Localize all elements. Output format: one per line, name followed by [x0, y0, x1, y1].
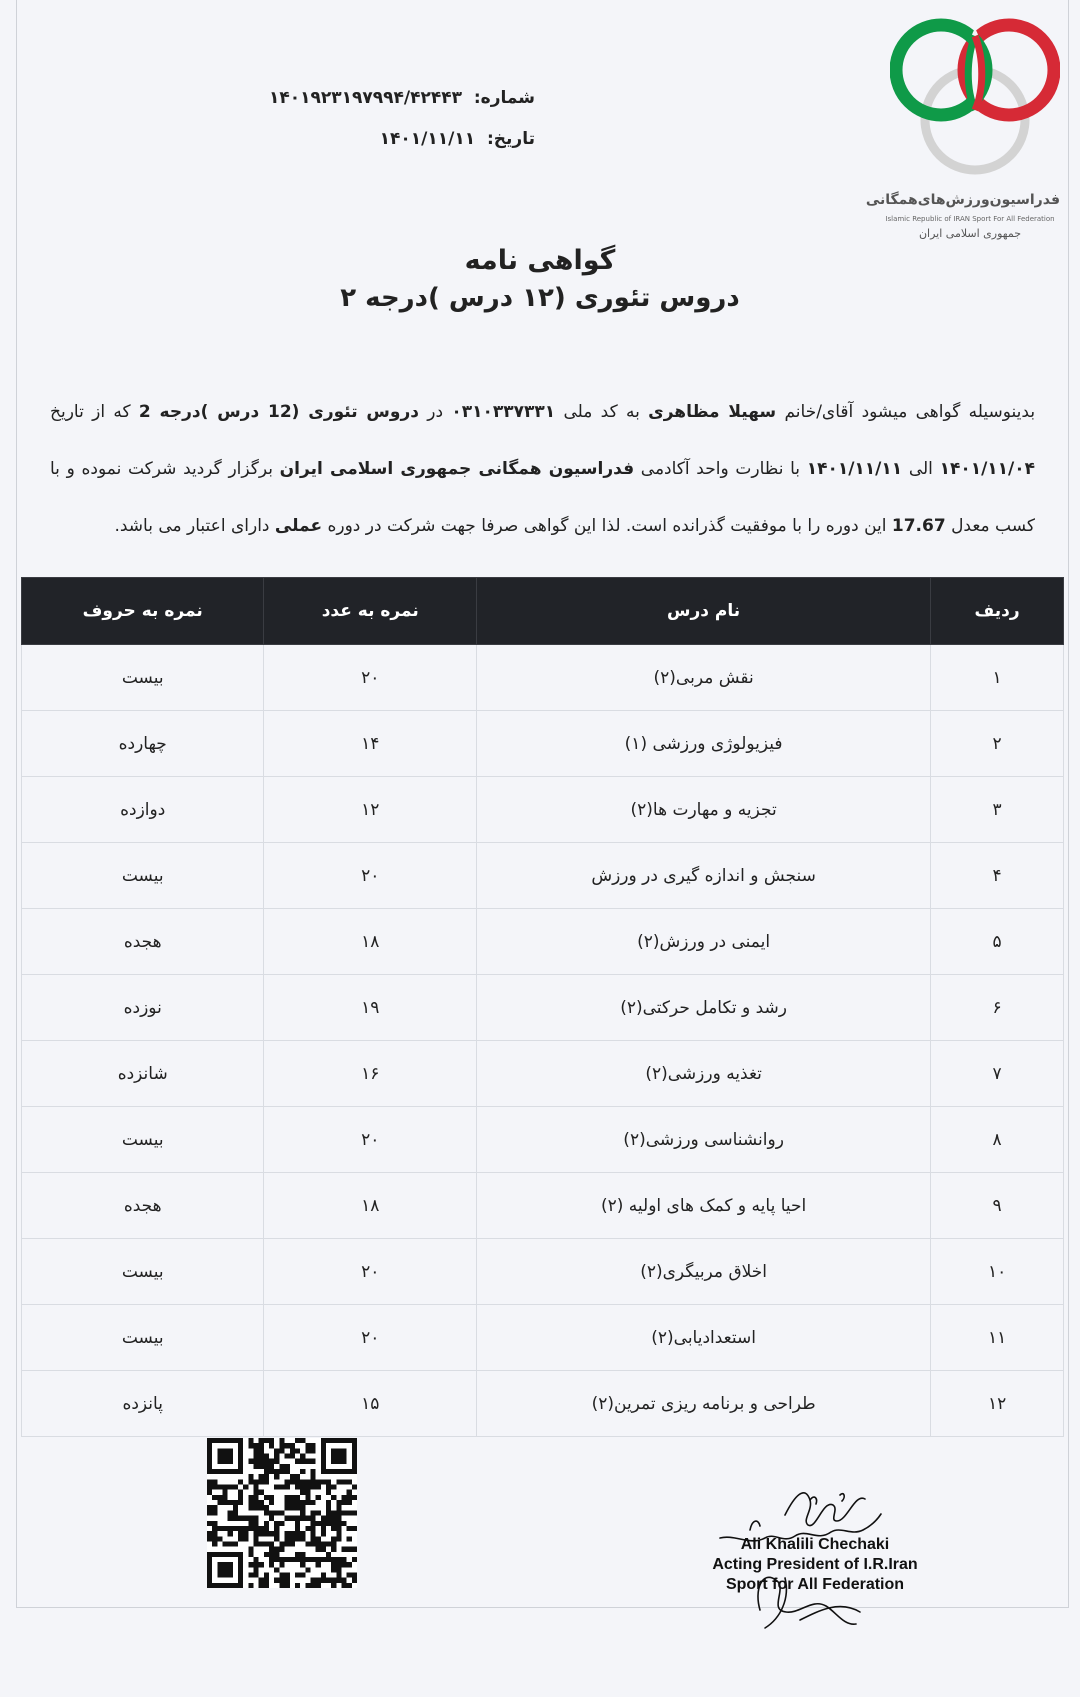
text-part: در	[427, 402, 444, 422]
certificate-subtitle: دروس تئوری (۱۲ درس )درجه ۲	[340, 283, 740, 313]
cell-course-name: روانشناسی ورزشی(۲)	[477, 1107, 931, 1173]
recipient-name: سهیلا مظاهری	[648, 402, 777, 422]
cell-course-name: احیا پایه و کمک های اولیه (۲)	[477, 1173, 931, 1239]
logo-country-fa: جمهوری اسلامی ایران	[918, 227, 1022, 240]
federation-logo	[890, 8, 1060, 248]
document-number	[260, 88, 535, 108]
cell-grade-words: دوازده	[22, 777, 264, 843]
cell-row-number: ۷	[931, 1041, 1064, 1107]
national-id: ۰۳۱۰۳۳۷۳۳۱	[451, 402, 556, 422]
text-part: این دوره را با موفقیت گذرانده است. لذا این گواهی صرفا جهت شرکت در دوره	[327, 516, 887, 536]
text-part: به کد ملی	[563, 402, 640, 422]
cell-grade-number: ۱۲	[264, 777, 477, 843]
header-grade-words: نمره به حروف	[22, 578, 264, 645]
cell-course-name: تغذیه ورزشی(۲)	[477, 1041, 931, 1107]
table-header-row	[22, 578, 1064, 645]
cell-grade-words: بیست	[22, 1239, 264, 1305]
cell-grade-number: ۱۶	[264, 1041, 477, 1107]
cell-grade-words: بیست	[22, 645, 264, 711]
cell-grade-number: ۱۵	[264, 1371, 477, 1437]
table-row	[22, 1371, 1064, 1437]
cell-grade-words: بیست	[22, 1107, 264, 1173]
cell-course-name: ایمنی در ورزش(۲)	[477, 909, 931, 975]
table-row	[22, 843, 1064, 909]
cell-course-name: نقش مربی(۲)	[477, 645, 931, 711]
header-course-name: نام درس	[477, 578, 931, 645]
signatory-title: Acting President of I.R.Iran	[712, 1556, 918, 1573]
cell-grade-words: بیست	[22, 843, 264, 909]
cell-grade-words: هجده	[22, 909, 264, 975]
cell-grade-words: شانزده	[22, 1041, 264, 1107]
cell-course-name: اخلاق مربیگری(۲)	[477, 1239, 931, 1305]
cell-row-number: ۱	[931, 645, 1064, 711]
text-part: بدینوسیله گواهی میشود آقای/خانم	[784, 402, 1036, 422]
signatory-org: Sport for All Federation	[725, 1576, 905, 1593]
date-to: ۱۴۰۱/۱۱/۱۱	[806, 459, 903, 479]
table-row	[22, 711, 1064, 777]
grades-table	[21, 577, 1064, 1437]
cell-grade-words: پانزده	[22, 1371, 264, 1437]
table-row	[22, 645, 1064, 711]
cell-row-number: ۸	[931, 1107, 1064, 1173]
cell-course-name: تجزیه و مهارت ها(۲)	[477, 777, 931, 843]
text-part: که از تاریخ	[50, 402, 131, 422]
table-row	[22, 1305, 1064, 1371]
table-row	[22, 909, 1064, 975]
cell-grade-number: ۱۹	[264, 975, 477, 1041]
average-score: 17.67	[891, 516, 946, 536]
cell-grade-words: بیست	[22, 1305, 264, 1371]
cell-grade-number: ۲۰	[264, 1107, 477, 1173]
cell-course-name: رشد و تکامل حرکتی(۲)	[477, 975, 931, 1041]
course-name: دروس تئوری (12 درس )درجه 2	[138, 402, 419, 422]
logo-name-en: Islamic Republic of IRAN Sport For All Federation	[885, 215, 1055, 223]
table-row	[22, 1239, 1064, 1305]
cell-row-number: ۴	[931, 843, 1064, 909]
cell-grade-number: ۲۰	[264, 645, 477, 711]
text-part: با نظارت واحد آکادمی	[640, 459, 801, 479]
table-row	[22, 1173, 1064, 1239]
cell-row-number: ۹	[931, 1173, 1064, 1239]
cell-grade-words: چهارده	[22, 711, 264, 777]
cell-row-number: ۵	[931, 909, 1064, 975]
text-part: برگزار گردید شرکت نموده و با کسب معدل	[50, 459, 1035, 536]
cell-course-name: طراحی و برنامه ریزی تمرین(۲)	[477, 1371, 931, 1437]
date-label: تاریخ:	[487, 129, 535, 149]
text-part: دارای اعتبار می باشد.	[114, 516, 270, 536]
cell-grade-words: هجده	[22, 1173, 264, 1239]
certificate-title: گواهی نامه	[464, 245, 616, 276]
cell-grade-number: ۲۰	[264, 1239, 477, 1305]
table-row	[22, 777, 1064, 843]
date-value: ۱۴۰۱/۱۱/۱۱	[379, 129, 476, 149]
header-grade-number: نمره به عدد	[264, 578, 477, 645]
cell-course-name: استعدادیابی(۲)	[477, 1305, 931, 1371]
cell-row-number: ۱۰	[931, 1239, 1064, 1305]
date-from: ۱۴۰۱/۱۱/۰۴	[939, 459, 1036, 479]
cell-row-number: ۲	[931, 711, 1064, 777]
cell-grade-number: ۲۰	[264, 1305, 477, 1371]
cell-row-number: ۱۲	[931, 1371, 1064, 1437]
logo-name-fa: فدراسیون‌ورزش‌های‌همگانی	[865, 192, 1060, 208]
cell-grade-number: ۱۸	[264, 909, 477, 975]
text-part: الی	[908, 459, 933, 479]
number-label: شماره:	[473, 88, 535, 108]
table-row	[22, 975, 1064, 1041]
cell-course-name: سنجش و اندازه گیری در ورزش	[477, 843, 931, 909]
signatory	[690, 1535, 940, 1595]
table-row	[22, 1041, 1064, 1107]
federation-name: فدراسیون همگانی جمهوری اسلامی ایران	[279, 459, 635, 479]
practical-label: عملی	[274, 516, 323, 536]
table-row	[22, 1107, 1064, 1173]
cell-grade-number: ۲۰	[264, 843, 477, 909]
cell-grade-number: ۱۴	[264, 711, 477, 777]
cell-row-number: ۱۱	[931, 1305, 1064, 1371]
cell-row-number: ۳	[931, 777, 1064, 843]
cell-row-number: ۶	[931, 975, 1064, 1041]
cell-grade-number: ۱۸	[264, 1173, 477, 1239]
document-date	[260, 129, 535, 149]
certificate-text	[50, 384, 1035, 555]
number-value: ۱۴۰۱۹۲۳۱۹۷۹۹۴/۴۲۴۴۳	[268, 88, 462, 108]
header-row-number: ردیف	[931, 578, 1064, 645]
signatory-name: Ali Khalili Chechaki	[740, 1536, 890, 1553]
cell-grade-words: نوزده	[22, 975, 264, 1041]
qr-code	[207, 1438, 357, 1588]
cell-course-name: فیزیولوژی ورزشی (۱)	[477, 711, 931, 777]
